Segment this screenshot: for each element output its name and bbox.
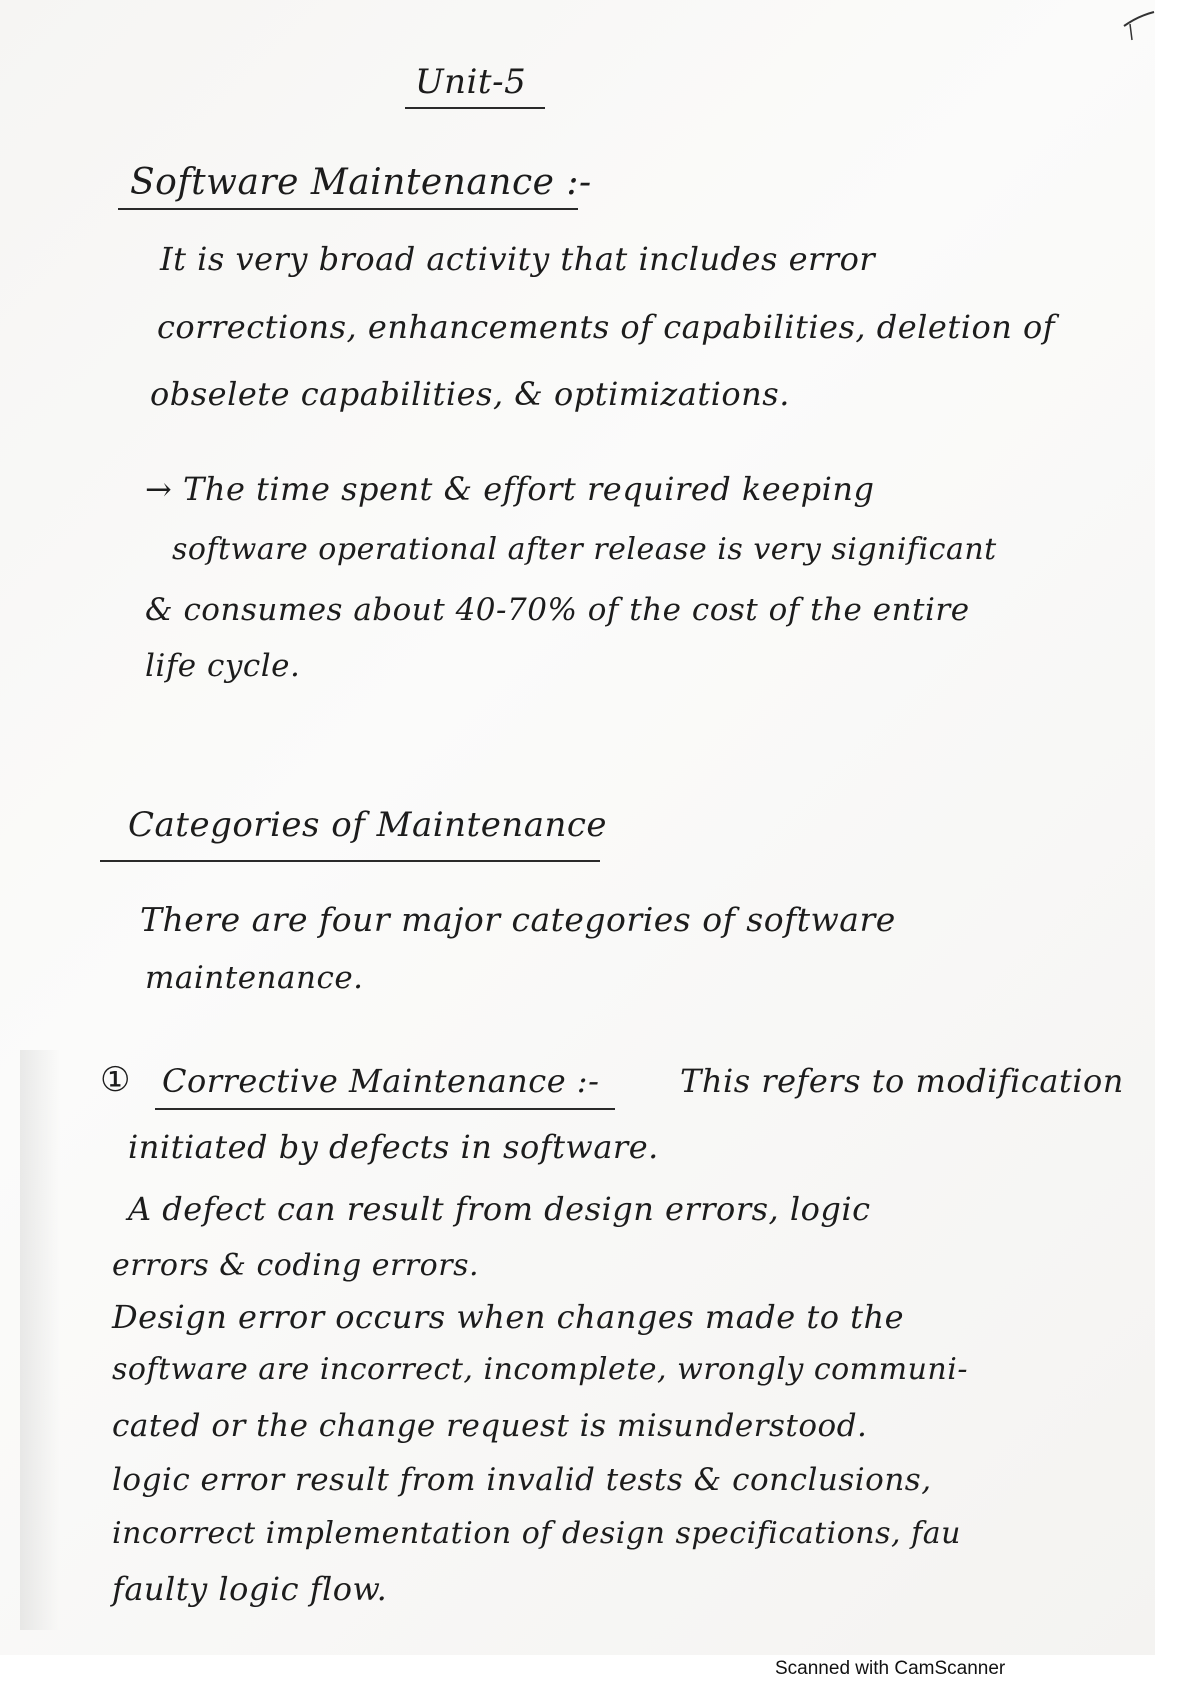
corrective-line: A defect can result from design errors, logic — [128, 1190, 871, 1228]
para2-line: life cycle. — [145, 648, 301, 684]
list-number: ① — [100, 1060, 131, 1100]
categories-intro-line: There are four major categories of software — [140, 900, 896, 939]
corrective-line: software are incorrect, incomplete, wrongly communi- — [112, 1352, 968, 1387]
heading-software-maintenance: Software Maintenance :- — [130, 162, 592, 203]
categories-intro-line: maintenance. — [145, 960, 364, 996]
corrective-line: initiated by defects in software. — [128, 1128, 659, 1166]
heading-underline-3 — [155, 1108, 615, 1110]
para1-line: obselete capabilities, & optimizations. — [150, 375, 790, 413]
corrective-line: logic error result from invalid tests & conclusions, — [112, 1462, 932, 1498]
para1-line: It is very broad activity that includes error — [160, 240, 876, 278]
para1-line: corrections, enhancements of capabilities, deletion of — [157, 308, 1056, 346]
heading-corrective: Corrective Maintenance :- — [162, 1062, 600, 1100]
corrective-line: This refers to modification — [680, 1062, 1124, 1100]
corner-mark-icon — [1120, 8, 1155, 48]
corrective-line: cated or the change request is misunderstood. — [112, 1408, 868, 1444]
corrective-line: Design error occurs when changes made to the — [112, 1298, 905, 1336]
page-shadow — [20, 1050, 60, 1630]
para2-line: → The time spent & effort required keeping — [145, 470, 875, 508]
heading-underline-1 — [118, 208, 578, 210]
page-title: Unit-5 — [415, 62, 527, 102]
para2-line: & consumes about 40-70% of the cost of the entire — [145, 592, 970, 628]
corrective-line: faulty logic flow. — [112, 1570, 388, 1608]
heading-underline-2 — [100, 860, 600, 862]
heading-categories: Categories of Maintenance — [128, 805, 608, 845]
title-underline — [405, 107, 545, 109]
corrective-line: errors & coding errors. — [112, 1248, 480, 1283]
corrective-line: incorrect implementation of design specifications, fau — [112, 1516, 961, 1551]
scanner-watermark: Scanned with CamScanner — [775, 1658, 1006, 1679]
para2-line: software operational after release is very significant — [172, 532, 997, 567]
